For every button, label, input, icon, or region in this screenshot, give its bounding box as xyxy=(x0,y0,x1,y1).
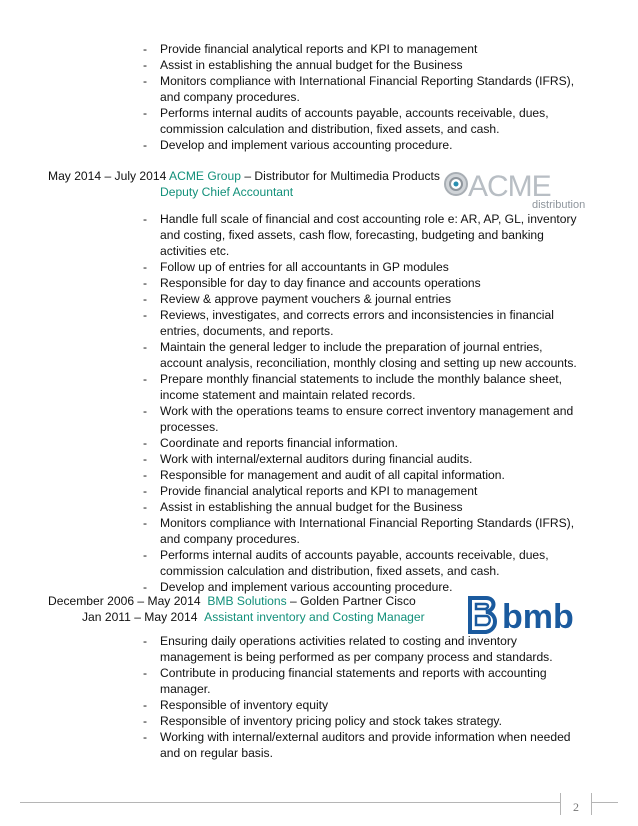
bmb-job-header xyxy=(48,593,416,609)
bullet-item: - Assist in establishing the annual budget for the Business xyxy=(143,499,583,515)
bullet-item: - Monitors compliance with International Financial Reporting Standards (IFRS), and company procedures. xyxy=(143,73,583,105)
bullet-item: - Provide financial analytical reports and KPI to management xyxy=(143,483,583,499)
bullet-item: - Work with the operations teams to ensure correct inventory management and processes. xyxy=(143,403,583,435)
bmb-logo-text: bmb xyxy=(502,598,574,636)
bullet-item: - Contribute in producing financial statements and reports with accounting manager. xyxy=(143,665,583,697)
bmb-dates-2: Jan 2011 – May 2014 xyxy=(82,610,198,624)
bullet-item: - Prepare monthly financial statements to include the monthly balance sheet, income statement and maintain related records. xyxy=(143,371,583,403)
acme-dates: May 2014 – July 2014 xyxy=(48,169,167,183)
page-number: 2 xyxy=(560,793,592,815)
bullet-item: - Performs internal audits of accounts payable, accounts receivable, dues, commission calculation and distribution, fixed assets, and cash. xyxy=(143,105,583,137)
bmb-subrole-line xyxy=(82,609,425,625)
bmb-bullet-list xyxy=(143,633,583,761)
bullet-item: - Develop and implement various accounting procedure. xyxy=(143,579,583,595)
acme-company: ACME Group xyxy=(169,169,241,183)
bullet-item: - Responsible of inventory pricing policy and stock takes strategy. xyxy=(143,713,583,729)
acme-logo-sub: distribution xyxy=(532,199,586,210)
acme-logo xyxy=(440,168,586,210)
bullet-item: - Assist in establishing the annual budget for the Business xyxy=(143,57,583,73)
bullet-item: - Follow up of entries for all accountants in GP modules xyxy=(143,259,583,275)
bullet-item: - Performs internal audits of accounts payable, accounts receivable, dues, commission calculation and distribution, fixed assets, and cash. xyxy=(143,547,583,579)
bmb-dates: December 2006 – May 2014 xyxy=(48,594,201,608)
bullet-item: - Develop and implement various accounting procedure. xyxy=(143,137,583,153)
acme-logo-text: ACME xyxy=(468,170,551,203)
bullet-item: - Handle full scale of financial and cost accounting role e: AR, AP, GL, inventory and costing, fixed assets, cash flow, forecasting, budgeting and banking activities etc. xyxy=(143,211,583,259)
bullet-item: - Reviews, investigates, and corrects errors and inconsistencies in financial entries, documents, and reports. xyxy=(143,307,583,339)
bullet-item: - Monitors compliance with International Financial Reporting Standards (IFRS), and company procedures. xyxy=(143,515,583,547)
bullet-item: - Review & approve payment vouchers & journal entries xyxy=(143,291,583,307)
bullet-item: - Responsible of inventory equity xyxy=(143,697,583,713)
bullet-item: - Provide financial analytical reports and KPI to management xyxy=(143,41,583,57)
footer-rule xyxy=(20,802,618,803)
top-bullet-list xyxy=(143,41,583,153)
bmb-company: BMB Solutions xyxy=(207,594,287,608)
bullet-item: - Work with internal/external auditors during financial audits. xyxy=(143,451,583,467)
bullet-item: - Responsible for day to day finance and accounts operations xyxy=(143,275,583,291)
bullet-item: - Working with internal/external auditors and provide information when needed and on regular basis. xyxy=(143,729,583,761)
bullet-item: - Maintain the general ledger to include the preparation of journal entries, account analysis, reconciliation, monthly closing and setting up new accounts. xyxy=(143,339,583,371)
acme-job-title: Deputy Chief Accountant xyxy=(160,185,294,199)
bullet-item: - Responsible for management and audit of all capital information. xyxy=(143,467,583,483)
acme-job-header xyxy=(48,168,440,184)
acme-bullet-list xyxy=(143,211,583,595)
bmb-job-title: Assistant inventory and Costing Manager xyxy=(204,610,425,624)
bullet-item: - Ensuring daily operations activities related to costing and inventory management is being performed as per company process and standards. xyxy=(143,633,583,665)
bullet-item: - Coordinate and reports financial information. xyxy=(143,435,583,451)
bmb-company-desc: – Golden Partner Cisco xyxy=(286,594,416,608)
acme-company-desc: – Distributor for Multimedia Products xyxy=(240,169,440,183)
bmb-logo xyxy=(466,594,584,636)
